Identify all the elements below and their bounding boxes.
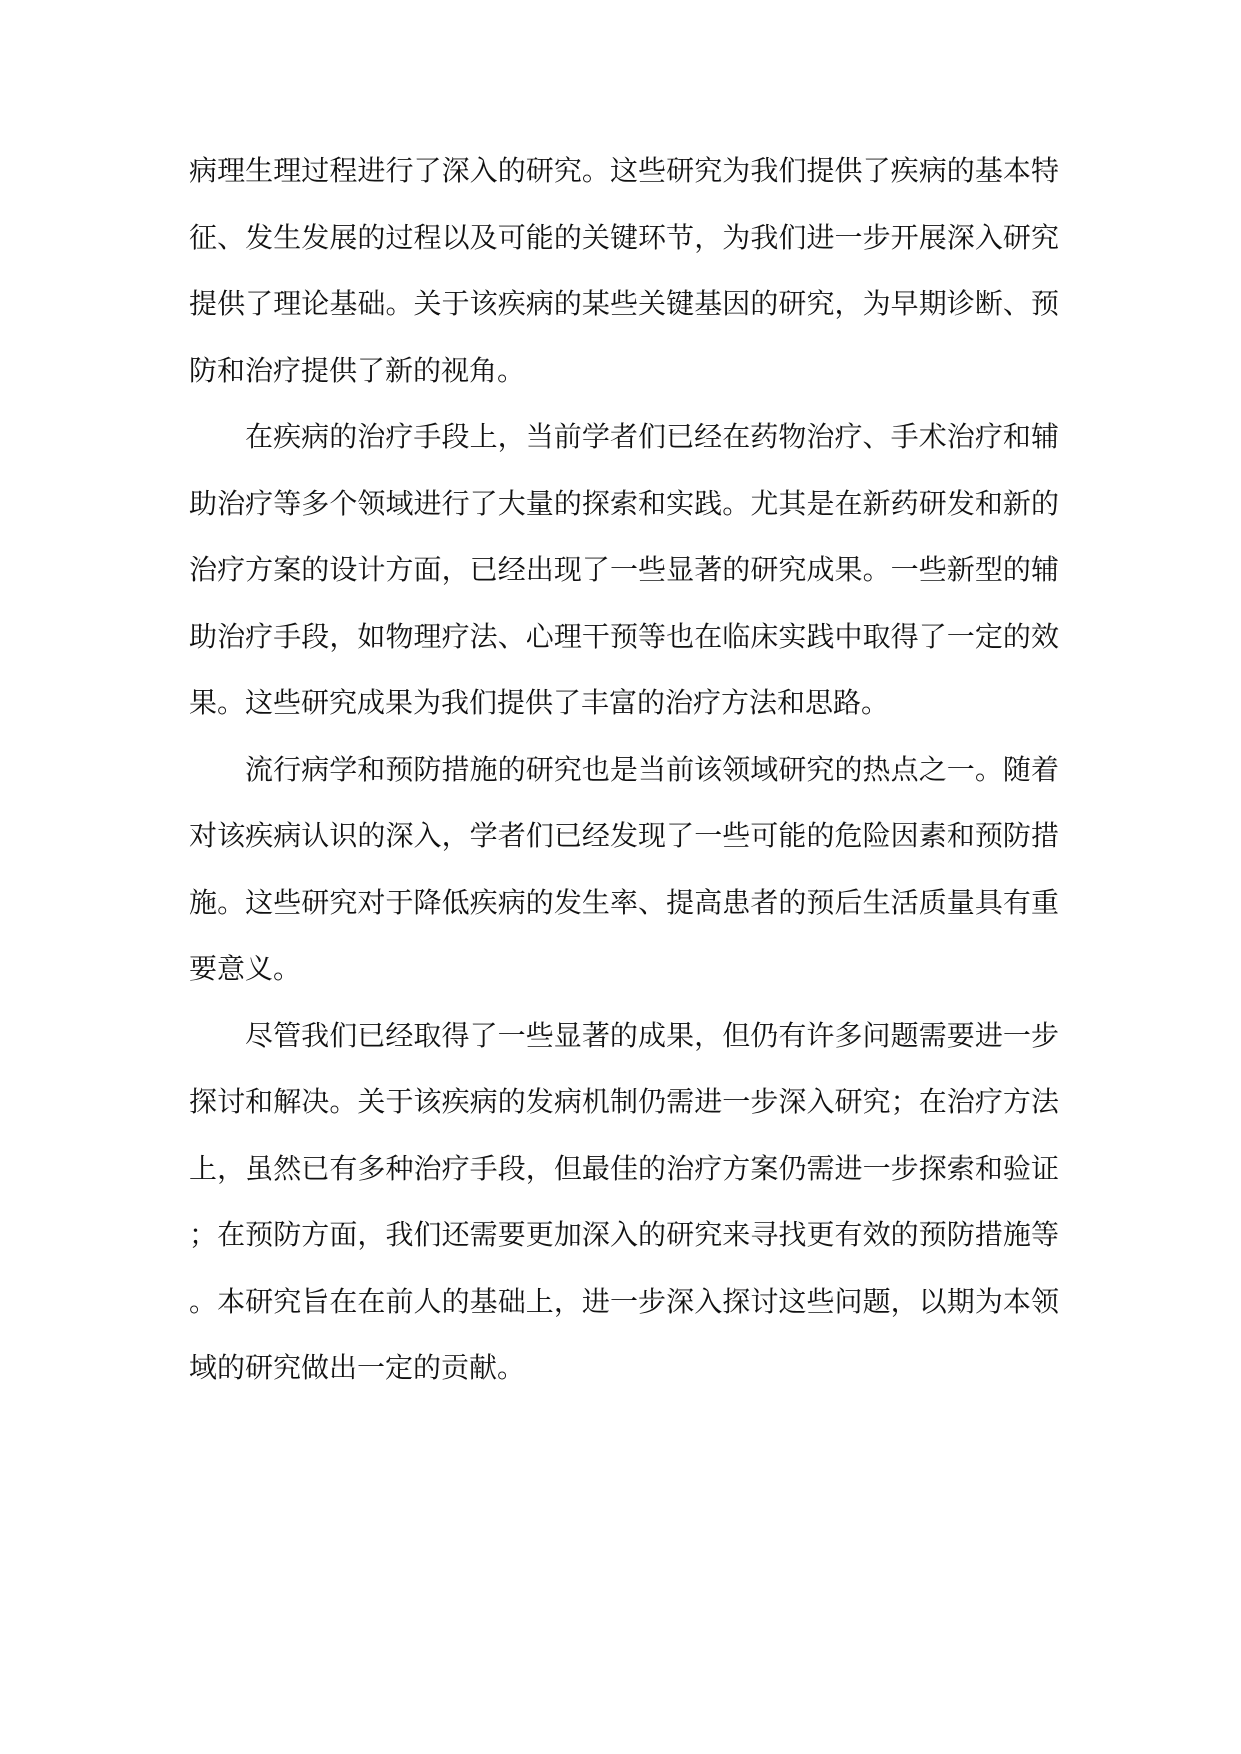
paragraph-open-questions: 尽管我们已经取得了一些显著的成果，但仍有许多问题需要进一步探讨和解决。关于该疾病的发病机制仍需进一步深入研究；在治疗方法上，虽然已有多种治疗手段，但最佳的治疗方案仍需进一步探索和验证；在预防方面，我们还需要更加深入的研究来寻找更有效的预防措施等。本研究旨在在前人的基础上，进一步深入探讨这些问题，以期为本领域的研究做出一定的贡献。 [189,1018,1059,1384]
document-page [189,138,1059,1402]
paragraph-epidemiology: 流行病学和预防措施的研究也是当前该领域研究的热点之一。随着对该疾病认识的深入，学者们已经发现了一些可能的危险因素和预防措施。这些研究对于降低疾病的发生率、提高患者的预后生活质量具有重要意义。 [189,752,1059,985]
paragraph-pathophysiology: 病理生理过程进行了深入的研究。这些研究为我们提供了疾病的基本特征、发生发展的过程以及可能的关键环节，为我们进一步开展深入研究提供了理论基础。关于该疾病的某些关键基因的研究，为早期诊断、预防和治疗提供了新的视角。 [189,154,1059,387]
paragraph-treatment: 在疾病的治疗手段上，当前学者们已经在药物治疗、手术治疗和辅助治疗等多个领域进行了大量的探索和实践。尤其是在新药研发和新的治疗方案的设计方面，已经出现了一些显著的研究成果。一些新型的辅助治疗手段，如物理疗法、心理干预等也在临床实践中取得了一定的效果。这些研究成果为我们提供了丰富的治疗方法和思路。 [189,420,1059,719]
